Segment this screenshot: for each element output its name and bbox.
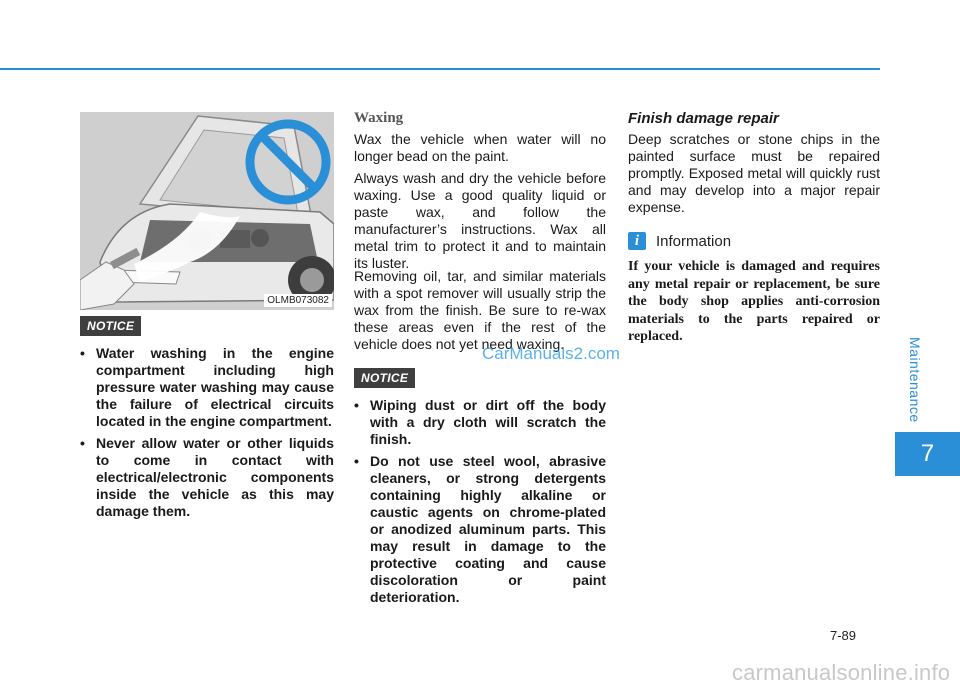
watermark-mid: CarManuals2.com: [482, 344, 620, 363]
chapter-tab: 7: [895, 432, 960, 476]
waxing-paragraph: Wax the vehicle when water will no longer bead on the paint.: [354, 131, 606, 164]
waxing-paragraph: Removing oil, tar, and similar materials with a spot remover will usually strip the wax from the finish. Be sure to re-wax these areas even if the rest of the vehicle does not yet need waxing.: [354, 268, 606, 352]
list-item: • Water washing in the engine compartment including high pressure water washing may cause the failure of electrical circuits located in the engine compartment.: [80, 345, 334, 430]
finish-title: Finish damage repair: [628, 110, 779, 127]
information-title: Information: [656, 232, 732, 250]
list-item: • Do not use steel wool, abrasive cleaners, or strong detergents containing highly alkaline or caustic agents on chrome-plated or anodized aluminum parts. This may result in damage to the protective coating and cause discoloration or paint deterioration.: [354, 453, 606, 606]
notice-list-waxing: [354, 397, 606, 611]
info-icon: i: [628, 232, 646, 250]
list-item: • Never allow water or other liquids to come in contact with electrical/electronic components inside the vehicle as this may damage them.: [80, 435, 334, 520]
list-item: • Wiping dust or dirt off the body with a dry cloth will scratch the finish.: [354, 397, 606, 448]
car-hood-open-illustration: [80, 112, 334, 310]
information-heading: [628, 232, 731, 250]
notice-badge-waxing: NOTICE: [354, 368, 415, 388]
figure-code: OLMB073082: [264, 294, 332, 307]
finish-paragraph: Deep scratches or stone chips in the painted surface must be repaired promptly. Exposed metal will quickly rust and may develop into a major repair expense.: [628, 131, 880, 215]
information-body: If your vehicle is damaged and requires any metal repair or replacement, be sure the body shop applies anti-corrosion materials to the parts repaired or replaced.: [628, 259, 880, 344]
header-rule: [0, 68, 880, 70]
waxing-title: Waxing: [354, 110, 404, 126]
watermark-footer: carmanualsonline.info: [732, 660, 951, 685]
notice-list-left: [80, 345, 334, 525]
section-side-label: Maintenance: [907, 337, 923, 423]
notice-badge-left: NOTICE: [80, 316, 141, 336]
waxing-paragraph: Always wash and dry the vehicle before waxing. Use a good quality liquid or paste wax, and follow the manufacturer’s instructions. Wax all metal trim to protect it and to maintain its luster.: [354, 170, 606, 271]
page-number: 7-89: [830, 628, 857, 643]
engine-wash-illustration: [80, 112, 334, 310]
